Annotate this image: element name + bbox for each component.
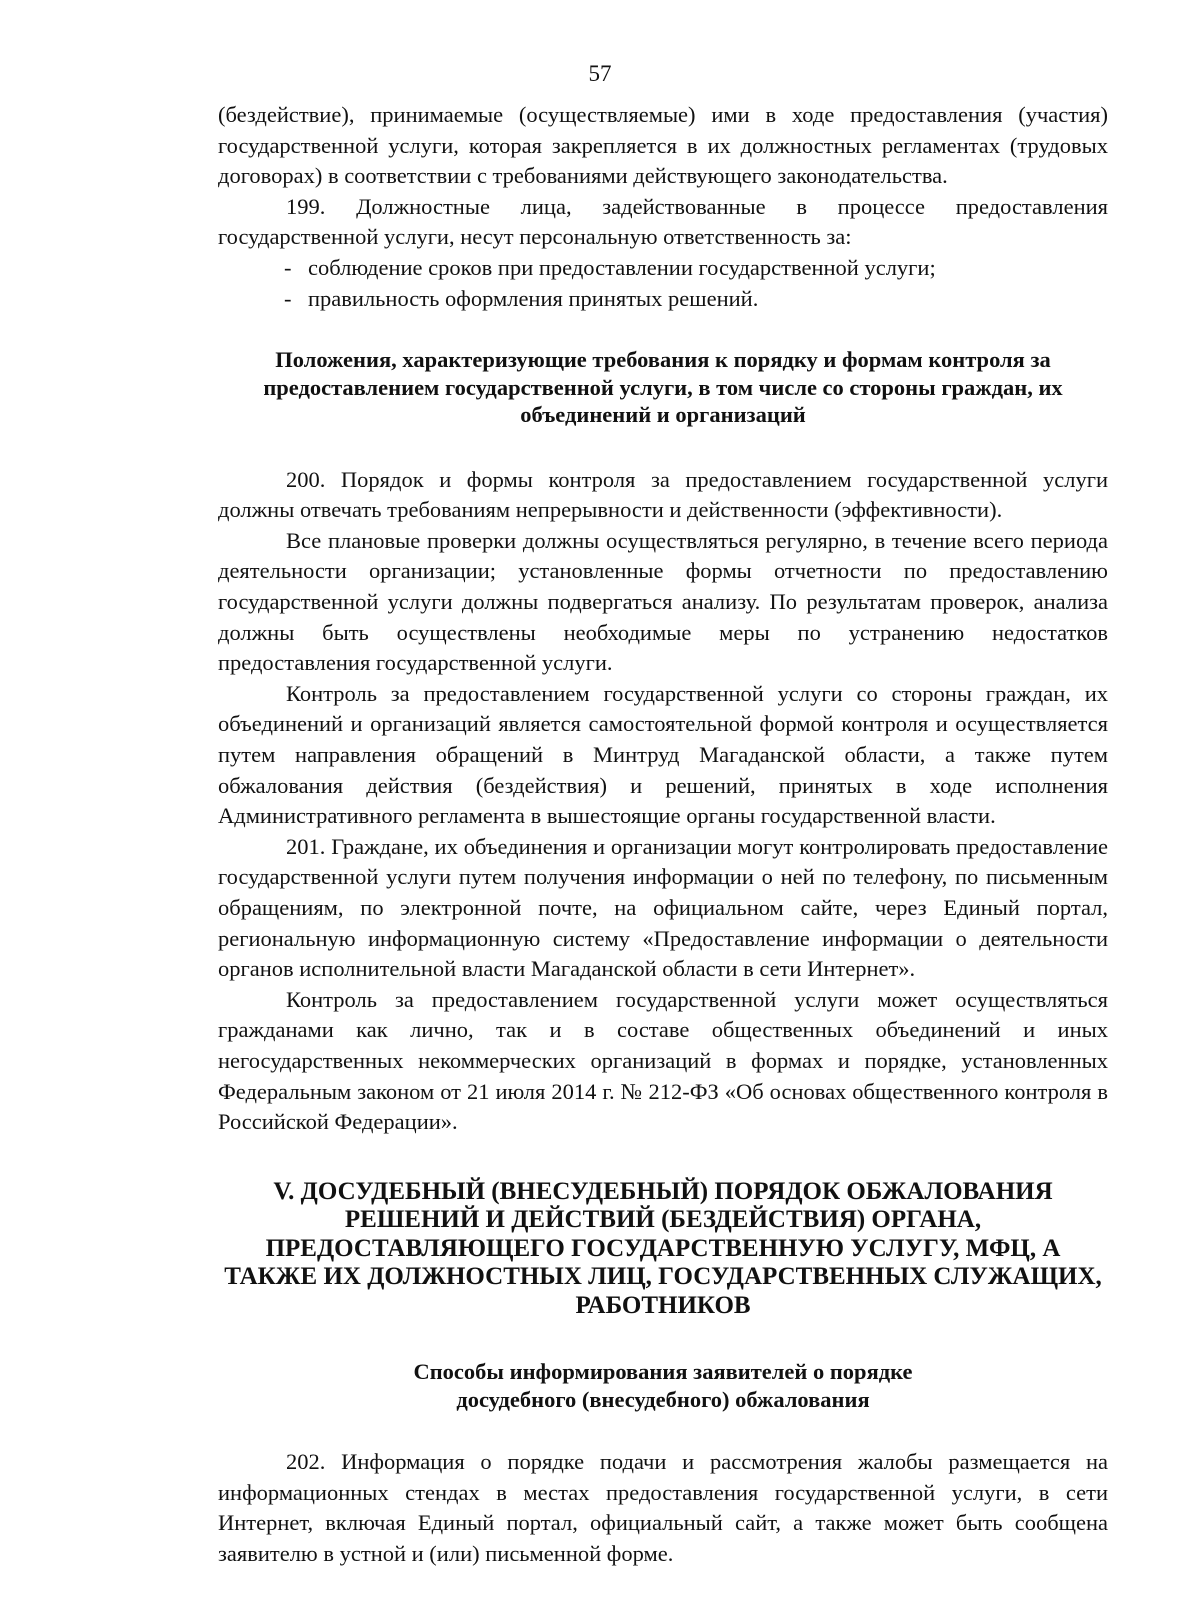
paragraph-201: 201. Граждане, их объединения и организации могут контролировать предоставление государственной услуги путем получения информации о ней по телефону, по письменным обращениям, по электронной почте, на официальном сайте, через Единый портал, региональную информационную систему «Предоставление информации о деятельности органов исполнительной власти Магаданской области в сети Интернет». [218,833,1108,982]
list-item-text: соблюдение сроков при предоставлении государственной услуги; [308,254,936,280]
paragraph-200: 200. Порядок и формы контроля за предоставлением государственной услуги должны отвечать требованиям непрерывности и действенности (эффективности). [218,466,1108,523]
list-dash: - [284,285,292,311]
paragraph-201-public-control: Контроль за предоставлением государственной услуги может осуществляться гражданами как лично, так и в составе общественных объединений и иных негосударственных некоммерческих организаций в формах и порядке, установленных Федеральным законом от 21 июля 2014 г. № 212-ФЗ «Об основах общественного контроля в Российской Федерации». [218,986,1108,1135]
paragraph-202: 202. Информация о порядке подачи и рассмотрения жалобы размещается на информационных стендах в местах предоставления государственной услуги, в сети Интернет, включая Единый портал, официальный сайт, а также может быть сообщена заявителю в устной и (или) письменной форме. [218,1449,1108,1566]
list-dash: - [284,254,292,280]
paragraph-continuation: (бездействие), принимаемые (осуществляемые) ими в ходе предоставления (участия) государственной услуги, которая закрепляется в их должностных регламентах (трудовых договорах) в соответствии с требованиями действующего законодательства. [218,102,1108,189]
list-item [218,253,1108,284]
heading-informing-applicants: Способы информирования заявителей о порядке досудебного (внесудебного) обжалования [413,1359,913,1412]
page-number: 57 [588,61,612,86]
paragraph-200-citizen-control: Контроль за предоставлением государственной услуги со стороны граждан, их объединений и организаций является самостоятельной формой контроля и осуществляется путем направления обращений в Минтруд Магаданской области, а также путем обжалования действия (бездействия) и решений, принятых в ходе исполнения Административного регламента в вышестоящие органы государственной власти. [218,680,1108,829]
page-content [218,100,1108,1570]
paragraph-199: 199. Должностные лица, задействованные в процессе предоставления государственной услуги, несут персональную ответственность за: [218,193,1108,250]
list-item [218,284,1108,315]
heading-control-requirements: Положения, характеризующие требования к порядку и формам контроля за предоставлением государственной услуги, в том числе со стороны граждан, их объединений и организаций [263,347,1063,428]
list-item-text: правильность оформления принятых решений. [308,285,759,311]
paragraph-200-scheduled-checks: Все плановые проверки должны осуществляться регулярно, в течение всего периода деятельности организации; установленные формы отчетности по предоставлению государственной услуги должны подвергаться анализу. По результатам проверок, анализа должны быть осуществлены необходимые меры по устранению недостатков предоставления государственной услуги. [218,527,1108,676]
list-199 [218,253,1108,314]
heading-section-v: V. ДОСУДЕБНЫЙ (ВНЕСУДЕБНЫЙ) ПОРЯДОК ОБЖАЛОВАНИЯ РЕШЕНИЙ И ДЕЙСТВИЙ (БЕЗДЕЙСТВИЯ) ОРГАНА, ПРЕДОСТАВЛЯЮЩЕГО ГОСУДАРСТВЕННУЮ УСЛУГУ, МФЦ, А ТАКЖЕ ИХ ДОЛЖНОСТНЫХ ЛИЦ, ГОСУДАРСТВЕННЫХ СЛУЖАЩИХ, РАБОТНИКОВ [224,1177,1102,1319]
